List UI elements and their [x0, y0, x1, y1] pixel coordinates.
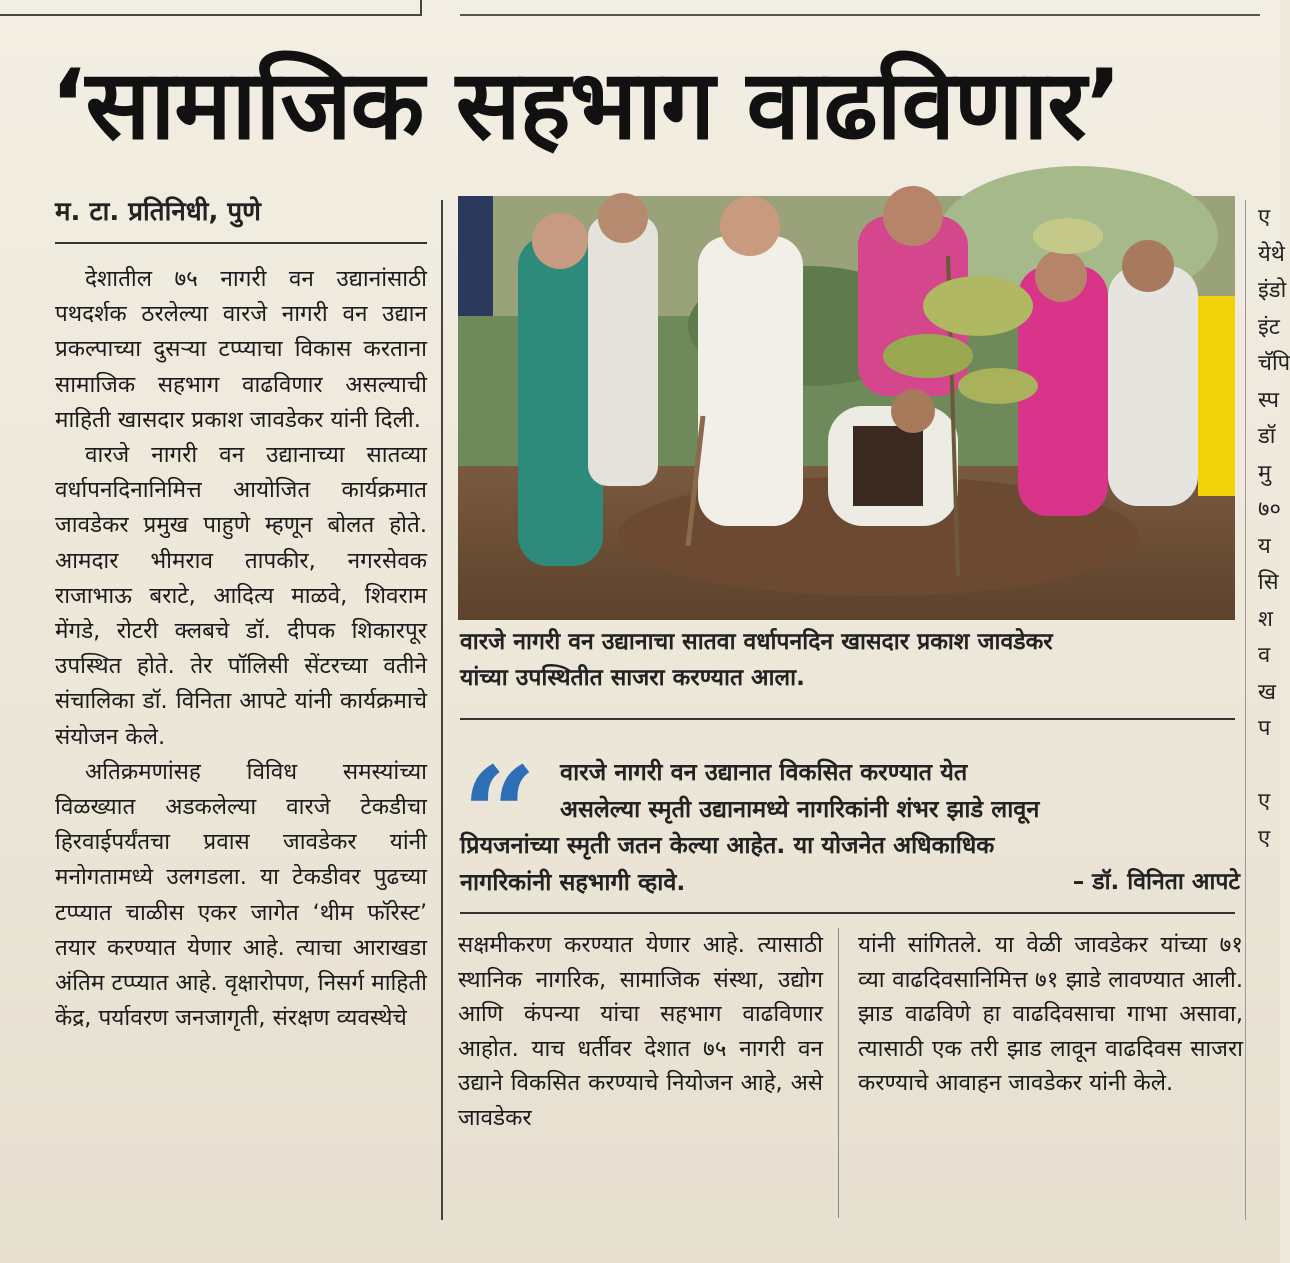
- tree-planting-photo-illustration: [458, 196, 1235, 620]
- pull-quote-line: असलेल्या स्मृती उद्यानामध्ये नागरिकांनी शंभर झाडे लावून: [560, 794, 1040, 823]
- pull-quote-line: वारजे नागरी वन उद्यानात विकसित करण्यात येत: [560, 758, 968, 786]
- fragment-line: प: [1258, 716, 1271, 741]
- article-paragraph: देशातील ७५ नागरी वन उद्यानांसाठी पथदर्शक ठरलेल्या वारजे नागरी वन उद्यान प्रकल्पाच्या दुसऱ्या टप्प्याचा विकास करताना सामाजिक सहभाग वाढविणार असल्याची माहिती खासदार प्रकाश जावडेकर यांनी दिली.: [55, 266, 427, 433]
- column-divider: [441, 200, 443, 1220]
- previous-article-border: [0, 0, 422, 16]
- fragment-line: सि: [1258, 570, 1279, 595]
- fragment-line: डॉ: [1258, 424, 1276, 449]
- bottom-column-divider: [838, 928, 839, 1218]
- fragment-line: ए: [1258, 825, 1271, 851]
- article-paragraph: यांनी सांगितले. या वेळी जावडेकर यांच्या ७१ व्या वाढदिवसानिमित्त ७१ झाडे लावण्यात आली. झाड वाढविणे हा वाढदिवसाचा गाभा असावा, त्यासाठी एक तरी झाड लावून वाढदिवस साजरा करण्याचे आवाहन जावडेकर यांनी केले.: [858, 932, 1243, 1096]
- byline: म. टा. प्रतिनिधी, पुणे: [55, 197, 261, 227]
- quote-rule: [460, 912, 1235, 914]
- fragment-line: येथे: [1258, 241, 1285, 267]
- fragment-line: ए: [1258, 205, 1271, 230]
- fragment-line: चॅपि: [1258, 351, 1290, 376]
- quote-mark-icon: “: [462, 738, 537, 891]
- caption-rule: [460, 718, 1235, 720]
- byline-rule: [55, 242, 427, 244]
- fragment-line: [1258, 748, 1280, 785]
- photo-caption-line: यांच्या उपस्थितीत साजरा करण्यात आला.: [460, 665, 805, 691]
- article-middle-column: [458, 928, 823, 1218]
- fragment-line: इंट: [1258, 314, 1280, 340]
- article-paragraph: वारजे नागरी वन उद्यानाच्या सातव्या वर्धापनदिनानिमित्त आयोजित कार्यक्रमात जावडेकर प्रमुख पाहुणे म्हणून बोलत होते. आमदार भीमराव तापकीर, नगरसेवक राजाभाऊ बराटे, आदित्य माळवे, शिवराम मेंगडे, रोटरी क्लबचे डॉ. दीपक शिकारपूर उपस्थित होते. तेर पॉलिसी सेंटरच्या वतीने संचालिका डॉ. विनिता आपटे यांनी कार्यक्रमाचे संयोजन केले.: [55, 442, 427, 750]
- fragment-line: श: [1258, 606, 1273, 632]
- article-paragraph: अतिक्रमणांसह विविध समस्यांच्या विळख्यात अडकलेल्या वारजे टेकडीचा हिरवाईपर्यंतचा प्रवास जावडेकर यांनी मनोगतामध्ये उलगडला. या टेकडीवर पुढच्या टप्प्यात चाळीस एकर जागेत ‘थीम फॉरेस्ट’ तयार करण्यात येणार आहे. त्याचा आराखडा अंतिम टप्प्यात आहे. वृक्षारोपण, निसर्ग माहिती केंद्र, पर्यावरण जनजागृती, संरक्षण व्यवस्थेचे: [55, 758, 427, 1032]
- article-paragraph: सक्षमीकरण करण्यात येणार आहे. त्यासाठी स्थानिक नागरिक, सामाजिक संस्था, उद्योग आणि कंपन्या यांचा सहभाग वाढविणार आहोत. याच धर्तीवर देशात ७५ नागरी वन उद्याने विकसित करण्याचे नियोजन आहे, असे जावडेकर: [458, 932, 823, 1131]
- top-rule: [460, 14, 1260, 16]
- article-left-column: [55, 262, 427, 1222]
- fragment-line: व: [1258, 643, 1271, 668]
- fragment-line: इंडो: [1258, 278, 1287, 303]
- pull-quote-author: – डॉ. विनिता आपटे: [1072, 869, 1240, 895]
- fragment-line: ७०: [1258, 497, 1281, 522]
- fragment-line: मु: [1258, 460, 1272, 486]
- adjacent-article-fragment: [1258, 200, 1290, 1220]
- fragment-line: य: [1258, 533, 1271, 559]
- pull-quote-line: नागरिकांनी सहभागी व्हावे.: [460, 867, 686, 896]
- right-edge-divider: [1245, 200, 1246, 1220]
- pull-quote-line: प्रियजनांच्या स्मृती जतन केल्या आहेत. या योजनेत अधिकाधिक: [460, 831, 995, 859]
- article-right-column: [858, 928, 1243, 1218]
- fragment-line: ख: [1258, 679, 1276, 705]
- photo-caption-line: वारजे नागरी वन उद्यानाचा सातवा वर्धापनदिन खासदार प्रकाश जावडेकर: [460, 629, 1053, 655]
- headline: ‘सामाजिक सहभाग वाढविणार’: [50, 49, 1121, 161]
- photo-caption: [460, 624, 1240, 704]
- news-photo: [458, 196, 1235, 620]
- fragment-line: ए: [1258, 789, 1271, 814]
- fragment-line: स्प: [1258, 387, 1280, 413]
